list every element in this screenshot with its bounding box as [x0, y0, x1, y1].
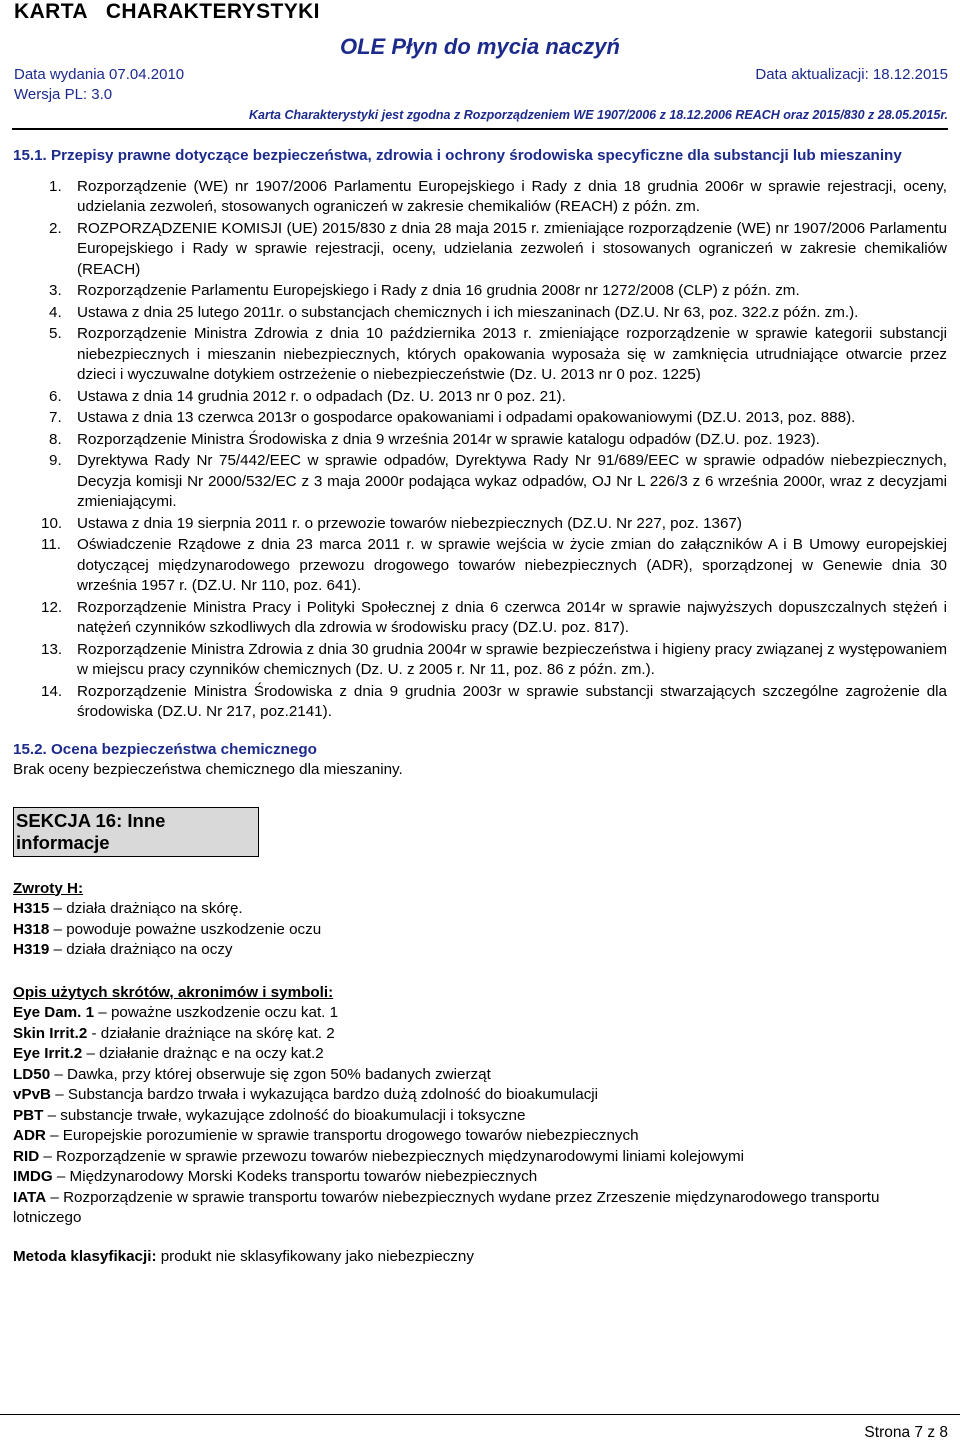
- spacer: [13, 1229, 947, 1247]
- section-15-2-title: 15.2. Ocena bezpieczeństwa chemicznego: [13, 740, 317, 758]
- regulation-item: [49, 408, 947, 429]
- update-date: Data aktualizacji: 18.12.2015: [755, 66, 948, 83]
- regulation-text: Rozporządzenie Ministra Pracy i Polityki Społecznej z dnia 6 czerwca 2014r w sprawie najwyższych dopuszczalnych stężeń i natężeń czynników szkodliwych dla zdrowia w środowisku pracy (DZ.U. poz. 817).: [77, 598, 947, 636]
- version: Wersja PL: 3.0: [14, 86, 113, 103]
- regulation-number: 4.: [49, 303, 62, 321]
- abbreviations-heading: Opis użytych skrótów, akronimów i symboli:: [13, 983, 334, 1001]
- regulation-text: Oświadczenie Rządowe z dnia 23 marca 2011 r. w sprawie wejścia w życie zmian do załączników A i B Umowy europejskiej dotyczącej międzynarodowego przewozu drogowego towarów niebezpiecznych (ADR), sporządzonej w Genewie dnia 30 września 1957 r. (DZ.U. Nr 110, poz. 641).: [77, 536, 947, 594]
- abbreviation-code: IATA: [13, 1188, 47, 1206]
- classification-method: [13, 1247, 947, 1268]
- regulation-number: 14.: [41, 682, 63, 700]
- abbreviation-text: – Dawka, przy której obserwuje się zgon 50% badanych zwierząt: [50, 1065, 491, 1083]
- product-name: OLE Płyn do mycia naczyń: [340, 34, 620, 59]
- abbreviation-text: – Substancja bardzo trwała i wykazująca bardzo dużą zdolność do bioakumulacji: [51, 1086, 599, 1103]
- abbreviation-code: Skin Irrit.2: [13, 1024, 88, 1042]
- regulation-item: [49, 451, 947, 513]
- abbreviation-text: - działanie drażniące na skórę kat. 2: [87, 1024, 335, 1042]
- regulation-text: Rozporządzenie Parlamentu Europejskiego i Rady z dnia 16 grudnia 2008r nr 1272/2008 (CLP) z późn. zm.: [77, 282, 800, 299]
- regulation-number: 1.: [49, 177, 62, 195]
- abbreviation: [13, 1106, 947, 1127]
- h-phrases-heading: Zwroty H:: [13, 879, 84, 897]
- abbreviation-code: vPvB: [13, 1086, 51, 1103]
- regulation-item: [41, 640, 947, 681]
- abbreviation-code: LD50: [13, 1065, 51, 1083]
- regulation-text: Rozporządzenie (WE) nr 1907/2006 Parlamentu Europejskiego i Rady z dnia 18 grudnia 2006r w sprawie rejestracji, oceny, udzielania zezwoleń, stosowanych ograniczeń w zakresie chemikaliów (REACH) z późn. zm.: [77, 177, 947, 215]
- abbreviation-text: – Międzynarodowy Morski Kodeks transportu towarów niebezpiecznych: [52, 1168, 538, 1185]
- regulation-item: [49, 177, 947, 218]
- abbreviation: [13, 1188, 947, 1229]
- header-divider: [12, 128, 948, 130]
- h-phrase-code: H318: [13, 920, 50, 938]
- regulation-text: Rozporządzenie Ministra Zdrowia z dnia 10 października 2013 r. zmieniające rozporządzenie w sprawie kategorii substancji niebezpiecznych i mieszanin niebezpiecznych, których opakowania wyposaża się w zamknięcia utrudniające otwarcie przez dzieci i wyczuwalne dotykiem ostrzeżenie o niebezpieczeństwie (Dz. U. 2013 nr 0 poz. 1225): [77, 325, 947, 383]
- h-phrase: [13, 899, 947, 920]
- h-phrase-text: – powoduje poważne uszkodzenie oczu: [49, 920, 322, 938]
- regulation-item: [41, 535, 947, 597]
- classification-method-label: Metoda klasyfikacji:: [13, 1247, 157, 1265]
- section-15-2: [13, 740, 947, 781]
- section-15-1-title: 15.1. Przepisy prawne dotyczące bezpieczeństwa, zdrowia i ochrony środowiska specyficzne dla substancji lub mieszaniny: [13, 147, 902, 164]
- document-body: [13, 146, 947, 1267]
- h-phrase-text: – działa drażniąco na skórę.: [49, 900, 243, 917]
- footer-divider: [0, 1414, 960, 1415]
- abbreviation-text: – działanie drażnąc e na oczy kat.2: [82, 1045, 324, 1062]
- abbreviation-text: – Europejskie porozumienie w sprawie transportu drogowego towarów niebezpiecznych: [45, 1127, 639, 1144]
- regulation-text: Rozporządzenie Ministra Zdrowia z dnia 30 grudnia 2004r w sprawie bezpieczeństwa i higieny pracy związanej z występowaniem w miejscu pracy czynników chemicznych (Dz. U. z 2005 r. Nr 11, poz. 86 z późn. zm.).: [77, 640, 947, 678]
- abbreviation: [13, 1024, 947, 1045]
- regulation-number: 5.: [49, 325, 62, 342]
- abbreviation-code: IMDG: [13, 1168, 53, 1185]
- document-type: KARTA CHARAKTERYSTYKI: [14, 0, 320, 23]
- abbreviation: [13, 1085, 947, 1106]
- abbreviation-code: RID: [13, 1147, 40, 1165]
- section-16-title: SEKCJA 16: Inne informacje: [13, 807, 259, 857]
- abbreviation-code: Eye Dam. 1: [13, 1004, 95, 1021]
- regulation-number: 10.: [41, 514, 63, 532]
- h-phrase-code: H315: [13, 900, 50, 917]
- abbreviation: [13, 1167, 947, 1188]
- regulation-item: [49, 281, 947, 302]
- regulation-text: Ustawa z dnia 13 czerwca 2013r o gospodarce opakowaniami i odpadami opakowaniowymi (DZ.U. 2013, poz. 888).: [77, 409, 856, 426]
- regulation-text: Rozporządzenie Ministra Środowiska z dnia 9 grudnia 2003r w sprawie substancji stwarzających szczególne zagrożenie dla środowiska (DZ.U. Nr 217, poz.2141).: [77, 682, 947, 720]
- regulation-item: [49, 303, 947, 324]
- regulation-text: Ustawa z dnia 19 sierpnia 2011 r. o przewozie towarów niebezpiecznych (DZ.U. Nr 227, poz. 1367): [77, 514, 742, 532]
- regulation-item: [49, 219, 947, 281]
- abbreviation-text: – substancje trwałe, wykazujące zdolność do bioakumulacji i toksyczne: [43, 1106, 526, 1124]
- issue-date: Data wydania 07.04.2010: [14, 66, 185, 83]
- abbreviation: [13, 1126, 947, 1147]
- regulation-number: 8.: [49, 430, 62, 448]
- abbreviation: [13, 1065, 947, 1086]
- regulation-number: 7.: [49, 409, 62, 426]
- regulation-text: Ustawa z dnia 25 lutego 2011r. o substancjach chemicznych i ich mieszaninach (DZ.U. Nr 63, poz. 322.z późn. zm.).: [77, 303, 859, 321]
- regulation-number: 13.: [41, 640, 63, 658]
- h-phrase-text: – działa drażniąco na oczy: [49, 941, 233, 958]
- regulation-number: 11.: [41, 536, 61, 553]
- abbreviation: [13, 1044, 947, 1065]
- regulation-number: 6.: [49, 387, 62, 405]
- regulation-item: [41, 682, 947, 723]
- regulation-item: [41, 514, 947, 535]
- regulation-number: 9.: [49, 452, 62, 469]
- h-phrase: [13, 920, 947, 941]
- abbreviation-code: Eye Irrit.2: [13, 1045, 83, 1062]
- abbreviations-list: [13, 1003, 947, 1229]
- regulation-text: Ustawa z dnia 14 grudnia 2012 r. o odpadach (Dz. U. 2013 nr 0 poz. 21).: [77, 387, 566, 405]
- abbreviation-text: – Rozporządzenie w sprawie transportu towarów niebezpiecznych wydane przez Zrzeszenie międzynarodowego transportu lotniczego: [13, 1188, 880, 1226]
- regulation-number: 2.: [49, 219, 62, 237]
- regulation-item: [49, 430, 947, 451]
- regulation-number: 12.: [41, 598, 63, 616]
- regulation-number: 3.: [49, 282, 62, 299]
- abbreviation-text: – poważne uszkodzenie oczu kat. 1: [94, 1004, 339, 1021]
- regulation-text: Dyrektywa Rady Nr 75/442/EEC w sprawie odpadów, Dyrektywa Rady Nr 91/689/EEC w sprawie odpadów niebezpiecznych, Decyzja komisji Nr 2000/532/EC z 3 maja 2000r podająca wykaz odpadów, OJ Nr L 226/3 z 6 września 2000r, wraz z decyzjami zmieniającymi.: [77, 452, 947, 510]
- compliance-note: Karta Charakterystyki jest zgodna z Rozporządzeniem WE 1907/2006 z 18.12.2006 REACH oraz 2015/830 z 28.05.2015r.: [249, 108, 948, 122]
- h-phrases-list: [13, 899, 947, 961]
- legal-regulations-list: [13, 177, 947, 723]
- classification-method-text: produkt nie sklasyfikowany jako niebezpieczny: [156, 1247, 474, 1265]
- regulation-item: [49, 324, 947, 386]
- section-15-2-text: Brak oceny bezpieczeństwa chemicznego dla mieszaniny.: [13, 761, 403, 778]
- regulation-text: ROZPORZĄDZENIE KOMISJI (UE) 2015/830 z dnia 28 maja 2015 r. zmieniające rozporządzenie (WE) nr 1907/2006 Parlamentu Europejskiego i Rady w sprawie rejestracji, oceny, udzielania zezwoleń i stosowanych ograniczeń w zakresie chemikaliów (REACH): [77, 219, 947, 278]
- regulation-item: [49, 387, 947, 408]
- h-phrase-code: H319: [13, 941, 50, 958]
- abbreviation: [13, 1003, 947, 1024]
- abbreviation: [13, 1147, 947, 1168]
- regulation-text: Rozporządzenie Ministra Środowiska z dnia 9 września 2014r w sprawie katalogu odpadów (DZ.U. poz. 1923).: [77, 430, 820, 448]
- page-number: Strona 7 z 8: [864, 1424, 948, 1441]
- abbreviation-code: PBT: [13, 1106, 44, 1124]
- page-header: [12, 0, 948, 130]
- h-phrase: [13, 940, 947, 961]
- abbreviation-text: – Rozporządzenie w sprawie przewozu towarów niebezpiecznych międzynarodowymi liniami kolejowymi: [39, 1147, 744, 1165]
- abbreviation-code: ADR: [13, 1127, 46, 1144]
- regulation-item: [41, 598, 947, 639]
